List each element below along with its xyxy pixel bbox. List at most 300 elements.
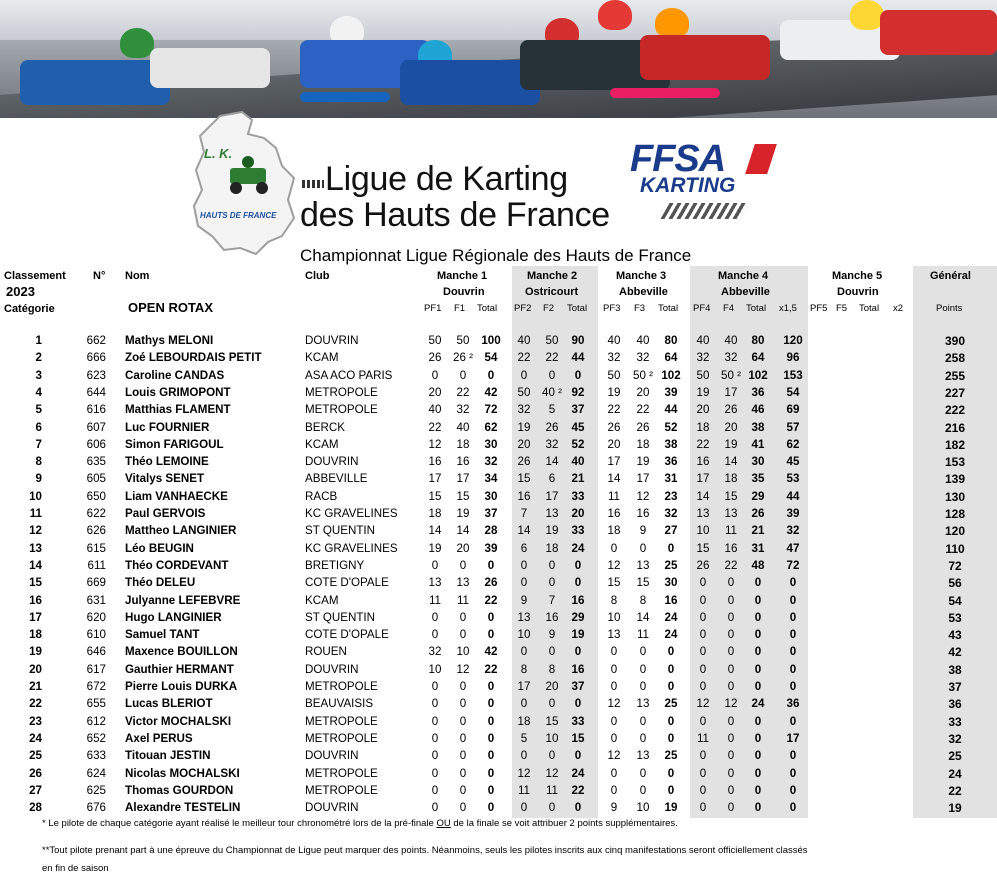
cell-club: METROPOLE [305, 731, 378, 745]
cell-pf2: 0 [520, 368, 528, 382]
cell-f4: 22 [724, 558, 738, 572]
cell-t2: 22 [571, 783, 585, 797]
cell-x15: 0 [789, 610, 797, 624]
cell-gen: 120 [944, 524, 966, 539]
cell-f3: 13 [636, 697, 650, 711]
cell-t2: 45 [571, 420, 585, 434]
cell-t3: 64 [664, 351, 678, 365]
cell-name: Pierre Louis DURKA [125, 680, 238, 693]
cell-t4: 0 [754, 783, 762, 797]
cell-gen: 22 [948, 783, 962, 798]
cell-gen: 54 [948, 593, 962, 608]
cell-pf2: 0 [520, 576, 528, 590]
cell-name: Théo CORDEVANT [125, 558, 229, 572]
cell-t3: 0 [667, 714, 675, 728]
cell-f1: 0 [459, 628, 467, 642]
cell-x15: 17 [786, 731, 800, 745]
cell-t2: 24 [571, 766, 585, 780]
cell-pf2: 20 [517, 437, 531, 451]
cell-f1: 11 [456, 593, 470, 607]
cell-f3: 40 [636, 334, 650, 347]
header-year: 2023 [6, 284, 35, 299]
cell-club: ASA ACO PARIS [305, 368, 393, 382]
cell-t4: 35 [751, 472, 765, 486]
cell-t1: 0 [487, 628, 495, 642]
cell-x15: 54 [786, 385, 800, 399]
cell-f4: 17 [724, 385, 738, 399]
cell-pf1: 40 [428, 403, 442, 417]
cell-club: BERCK [305, 420, 345, 434]
cell-t4: 0 [754, 749, 762, 763]
manche2-place: Ostricourt [525, 286, 579, 298]
cell-gen: 53 [948, 610, 962, 625]
cell-f4: 0 [727, 593, 735, 607]
table-row [0, 403, 997, 420]
table-row [0, 438, 997, 455]
cell-club: ABBEVILLE [305, 472, 368, 486]
league-name-line1: Ligue de Karting [325, 160, 568, 198]
cell-x15: 57 [786, 420, 800, 434]
cell-t4: 21 [751, 524, 765, 538]
cell-pf3: 14 [607, 472, 621, 486]
cell-f3: 13 [636, 558, 650, 572]
cell-pf4: 0 [699, 610, 707, 624]
header-club: Club [305, 270, 330, 282]
cell-rank: 3 [35, 368, 42, 382]
cell-f3: 19 [636, 455, 650, 469]
cell-num: 622 [86, 507, 106, 520]
cell-t2: 19 [571, 628, 585, 642]
manche3-title: Manche 3 [616, 270, 667, 282]
cell-f3: 11 [636, 628, 650, 642]
cell-f4: 0 [727, 714, 735, 728]
cell-pf4: 0 [699, 801, 707, 815]
cell-num: 666 [86, 351, 106, 365]
cell-t3: 0 [667, 541, 675, 555]
cell-rank: 13 [29, 541, 42, 555]
cell-pf4: 0 [699, 680, 707, 693]
cell-f3: 32 [636, 351, 650, 365]
cell-name: Paul GERVOIS [125, 507, 206, 520]
cell-gen: 19 [948, 801, 962, 816]
cell-gen: 36 [948, 697, 962, 712]
cell-f2: 6 [548, 472, 556, 486]
cell-gen: 130 [944, 489, 966, 504]
table-row [0, 697, 997, 714]
cell-pf1: 50 [428, 334, 442, 347]
cell-pf2: 9 [520, 593, 528, 607]
championship-title: Championnat Ligue Régionale des Hauts de France [300, 246, 692, 265]
cell-f1: 0 [459, 610, 467, 624]
cell-rank: 16 [29, 593, 42, 607]
cell-pf3: 22 [607, 403, 621, 417]
manche1-title: Manche 1 [437, 270, 488, 282]
table-row [0, 386, 997, 403]
cell-x15: 47 [786, 541, 800, 555]
cell-name: Axel PERUS [125, 731, 193, 745]
col-f5: F5 [836, 303, 848, 314]
cell-pf3: 18 [607, 524, 621, 538]
manche2-title: Manche 2 [527, 270, 578, 282]
cell-club: KCAM [305, 593, 339, 607]
cell-f1: 40 [456, 420, 470, 434]
cell-f2: 26 [545, 420, 559, 434]
cell-t4: 29 [751, 489, 765, 503]
cell-t4: 36 [751, 385, 765, 399]
col-f4: F4 [723, 303, 735, 314]
cell-f2: 16 [545, 610, 559, 624]
footnote-best-lap-b: de la finale se voit attribuer 2 points supplémentaires. [450, 818, 678, 829]
cell-pf2: 40 [517, 334, 531, 347]
cell-f3: 50 ² [633, 368, 653, 382]
cell-name: Léo BEUGIN [125, 541, 194, 555]
cell-name: Théo DELEU [125, 576, 196, 590]
cell-pf1: 0 [431, 766, 439, 780]
cell-f1: 17 [456, 472, 470, 486]
cell-pf2: 22 [517, 351, 531, 365]
cell-rank: 12 [29, 524, 42, 538]
footnote-best-lap-a: * Le pilote de chaque catégorie ayant réalisé le meilleur tour chronométré lors de la pré-finale [42, 818, 437, 829]
cell-gen: 24 [948, 766, 962, 781]
header-num: N° [93, 270, 106, 282]
cell-pf1: 14 [428, 524, 442, 538]
cell-t3: 30 [664, 576, 678, 590]
cell-f2: 50 [545, 334, 559, 347]
cell-rank: 6 [35, 420, 42, 434]
cell-pf4: 0 [699, 628, 707, 642]
cell-t2: 0 [574, 558, 582, 572]
cell-pf2: 0 [520, 801, 528, 815]
cell-t4: 0 [754, 576, 762, 590]
cell-num: 669 [86, 576, 106, 590]
cell-rank: 27 [29, 783, 42, 797]
cell-name: Vitalys SENET [125, 472, 205, 486]
cell-pf1: 0 [431, 783, 439, 797]
cell-f2: 10 [545, 731, 559, 745]
cell-f3: 17 [636, 472, 650, 486]
cell-t2: 33 [571, 714, 585, 728]
cell-t1: 30 [484, 437, 498, 451]
cell-t4: 0 [754, 645, 762, 659]
cell-f3: 0 [639, 680, 647, 693]
cell-t4: 0 [754, 801, 762, 815]
table-row [0, 645, 997, 662]
manche1-place: Douvrin [443, 286, 485, 298]
cell-x15: 44 [786, 489, 800, 503]
cell-pf3: 12 [607, 558, 621, 572]
lk-badge: L. K. [204, 146, 233, 161]
table-row [0, 611, 997, 628]
cell-num: 624 [86, 766, 106, 780]
cell-x15: 0 [789, 645, 797, 659]
cell-t2: 0 [574, 645, 582, 659]
cell-club: METROPOLE [305, 403, 378, 417]
cell-pf1: 11 [428, 593, 442, 607]
cell-t2: 37 [571, 403, 585, 417]
table-row [0, 680, 997, 697]
cell-club: BRETIGNY [305, 558, 365, 572]
cell-name: Samuel TANT [125, 628, 200, 642]
cell-f3: 0 [639, 662, 647, 676]
cell-gen: 255 [944, 368, 966, 383]
col-x15: x1,5 [779, 303, 797, 314]
cell-rank: 17 [29, 610, 42, 624]
cell-t2: 0 [574, 576, 582, 590]
cell-num: 672 [86, 680, 106, 693]
table-row [0, 421, 997, 438]
cell-pf4: 0 [699, 576, 707, 590]
cell-club: DOUVRIN [305, 334, 359, 347]
cell-x15: 72 [786, 558, 800, 572]
cell-t2: 20 [571, 507, 585, 520]
cell-gen: 110 [945, 541, 965, 556]
cell-t3: 32 [664, 507, 678, 520]
cell-t4: 0 [754, 593, 762, 607]
cell-pf1: 22 [428, 420, 442, 434]
cell-x15: 69 [786, 403, 800, 417]
cell-num: 605 [86, 472, 106, 486]
table-row [0, 801, 997, 818]
cell-x15: 45 [786, 455, 800, 469]
cell-f2: 13 [545, 507, 559, 520]
table-row [0, 628, 997, 645]
cell-pf4: 15 [696, 541, 710, 555]
cell-f1: 18 [456, 437, 470, 451]
cell-t1: 34 [484, 472, 498, 486]
category-name: OPEN ROTAX [128, 300, 213, 315]
cell-f4: 14 [724, 455, 738, 469]
cell-rank: 7 [35, 437, 42, 451]
cell-pf2: 5 [520, 731, 528, 745]
cell-x15: 0 [789, 662, 797, 676]
cell-name: Alexandre TESTELIN [125, 801, 241, 815]
cell-f2: 20 [545, 680, 559, 693]
cell-rank: 10 [29, 489, 42, 503]
col-f3: F3 [634, 303, 646, 314]
cell-f1: 50 [456, 334, 470, 347]
cell-f1: 0 [459, 766, 467, 780]
header-classement: Classement [4, 270, 66, 282]
cell-f2: 19 [545, 524, 559, 538]
cell-f2: 0 [548, 558, 556, 572]
cell-t1: 100 [481, 334, 501, 347]
cell-gen: 222 [944, 403, 966, 418]
league-logo [190, 108, 775, 258]
cell-t2: 21 [571, 472, 585, 486]
league-name-line2: des Hauts de France [300, 196, 610, 234]
cell-t2: 16 [571, 662, 585, 676]
cell-t3: 0 [667, 662, 675, 676]
cell-f4: 13 [724, 507, 738, 520]
cell-t3: 0 [667, 783, 675, 797]
cell-pf2: 14 [517, 524, 531, 538]
cell-t2: 33 [571, 524, 585, 538]
cell-club: METROPOLE [305, 766, 378, 780]
table-row [0, 594, 997, 611]
cell-x15: 36 [786, 697, 800, 711]
cell-f4: 0 [727, 662, 735, 676]
cell-f2: 7 [548, 593, 556, 607]
cell-num: 606 [86, 437, 106, 451]
cell-f2: 0 [548, 576, 556, 590]
cell-gen: 25 [948, 749, 962, 764]
manche4-title: Manche 4 [718, 270, 769, 282]
cell-t3: 0 [667, 731, 675, 745]
cell-f3: 26 [636, 420, 650, 434]
col-pf2: PF2 [514, 303, 532, 314]
cell-t4: 46 [751, 403, 765, 417]
cell-t1: 28 [484, 524, 498, 538]
cell-f2: 12 [545, 766, 559, 780]
cell-num: 612 [86, 714, 106, 728]
cell-pf2: 0 [520, 697, 528, 711]
cell-f2: 0 [548, 749, 556, 763]
cell-t1: 0 [487, 783, 495, 797]
cell-f4: 0 [727, 610, 735, 624]
cell-t2: 44 [571, 351, 585, 365]
cell-f2: 15 [545, 714, 559, 728]
cell-pf3: 16 [607, 507, 621, 520]
cell-f1: 0 [459, 714, 467, 728]
cell-name: Hugo LANGINIER [125, 610, 222, 624]
cell-name: Zoé LEBOURDAIS PETIT [125, 351, 262, 365]
manche5-title: Manche 5 [832, 270, 883, 282]
cell-t3: 80 [664, 334, 678, 347]
cell-rank: 21 [29, 680, 42, 693]
cell-t2: 16 [571, 593, 585, 607]
cell-t4: 0 [754, 610, 762, 624]
cell-gen: 227 [944, 385, 966, 400]
cell-f1: 13 [456, 576, 470, 590]
cell-pf4: 0 [699, 645, 707, 659]
cell-pf1: 13 [428, 576, 442, 590]
cell-f3: 0 [639, 645, 647, 659]
cell-club: METROPOLE [305, 680, 378, 693]
manche3-place: Abbeville [619, 286, 668, 298]
cell-name: Maxence BOUILLON [125, 645, 238, 659]
cell-rank: 28 [29, 801, 42, 815]
cell-f3: 0 [639, 766, 647, 780]
cell-t1: 37 [484, 507, 498, 520]
col-f1: F1 [454, 303, 466, 314]
col-total1: Total [477, 303, 498, 314]
cell-pf3: 0 [610, 731, 618, 745]
cell-t4: 102 [748, 368, 768, 382]
cell-t4: 64 [751, 351, 765, 365]
col-f2: F2 [543, 303, 555, 314]
cell-f1: 0 [459, 368, 467, 382]
cell-f3: 10 [636, 801, 650, 815]
cell-pf3: 13 [607, 628, 621, 642]
manche5-place: Douvrin [837, 286, 879, 298]
cell-f2: 17 [545, 489, 559, 503]
footnote-best-lap [42, 818, 678, 829]
cell-x15: 0 [789, 593, 797, 607]
cell-pf3: 20 [607, 437, 621, 451]
cell-num: 652 [86, 731, 106, 745]
cell-t1: 39 [484, 541, 498, 555]
cell-t4: 0 [754, 662, 762, 676]
cell-pf1: 0 [431, 697, 439, 711]
cell-t3: 36 [664, 455, 678, 469]
cell-pf4: 0 [699, 593, 707, 607]
cell-pf2: 17 [517, 680, 531, 693]
cell-club: METROPOLE [305, 385, 378, 399]
cell-f4: 18 [724, 472, 738, 486]
cell-pf1: 26 [428, 351, 442, 365]
speed-lines-icon [302, 180, 324, 188]
footnote-best-lap-ou: OU [436, 818, 451, 829]
cell-pf2: 50 [517, 385, 531, 399]
cell-t2: 0 [574, 368, 582, 382]
cell-pf3: 12 [607, 697, 621, 711]
cell-t1: 0 [487, 558, 495, 572]
ffsa-karting-text: KARTING [640, 174, 736, 197]
cell-pf2: 0 [520, 558, 528, 572]
cell-num: 650 [86, 489, 106, 503]
cell-f1: 0 [459, 749, 467, 763]
cell-pf1: 0 [431, 731, 439, 745]
cell-pf2: 16 [517, 489, 531, 503]
cell-club: KCAM [305, 351, 339, 365]
cell-pf2: 13 [517, 610, 531, 624]
cell-rank: 18 [29, 628, 42, 642]
cell-pf3: 17 [607, 455, 621, 469]
cell-f1: 16 [456, 455, 470, 469]
cell-pf4: 22 [696, 437, 710, 451]
table-row [0, 334, 997, 351]
cell-x15: 62 [786, 437, 800, 451]
cell-pf4: 0 [699, 783, 707, 797]
cell-pf3: 0 [610, 680, 618, 693]
cell-pf2: 32 [517, 403, 531, 417]
cell-f4: 12 [724, 697, 738, 711]
cell-num: 625 [86, 783, 106, 797]
cell-gen: 43 [948, 628, 962, 643]
cell-gen: 182 [944, 437, 966, 452]
cell-t2: 24 [571, 541, 585, 555]
cell-club: METROPOLE [305, 783, 378, 797]
cell-f3: 18 [636, 437, 650, 451]
cell-club: ROUEN [305, 645, 347, 659]
cell-t1: 0 [487, 697, 495, 711]
cell-pf4: 32 [696, 351, 710, 365]
cell-pf2: 8 [520, 662, 528, 676]
cell-t1: 0 [487, 749, 495, 763]
cell-rank: 11 [29, 507, 42, 520]
cell-rank: 15 [29, 576, 42, 590]
cell-t3: 24 [664, 610, 678, 624]
ffsa-red-mark-icon [745, 144, 777, 174]
cell-t1: 26 [484, 576, 498, 590]
cell-t2: 40 [571, 455, 585, 469]
cell-t2: 0 [574, 749, 582, 763]
cell-x15: 153 [783, 368, 803, 382]
table-row [0, 715, 997, 732]
cell-pf3: 10 [607, 610, 621, 624]
cell-rank: 2 [35, 351, 42, 365]
cell-num: 617 [86, 662, 106, 676]
cell-club: BEAUVAISIS [305, 697, 374, 711]
cell-pf1: 12 [428, 437, 442, 451]
table-row [0, 559, 997, 576]
map-tag: HAUTS DE FRANCE [200, 211, 277, 220]
cell-pf1: 0 [431, 801, 439, 815]
cell-gen: 33 [948, 714, 962, 729]
cell-club: KCAM [305, 437, 339, 451]
cell-x15: 0 [789, 628, 797, 642]
cell-t4: 0 [754, 714, 762, 728]
